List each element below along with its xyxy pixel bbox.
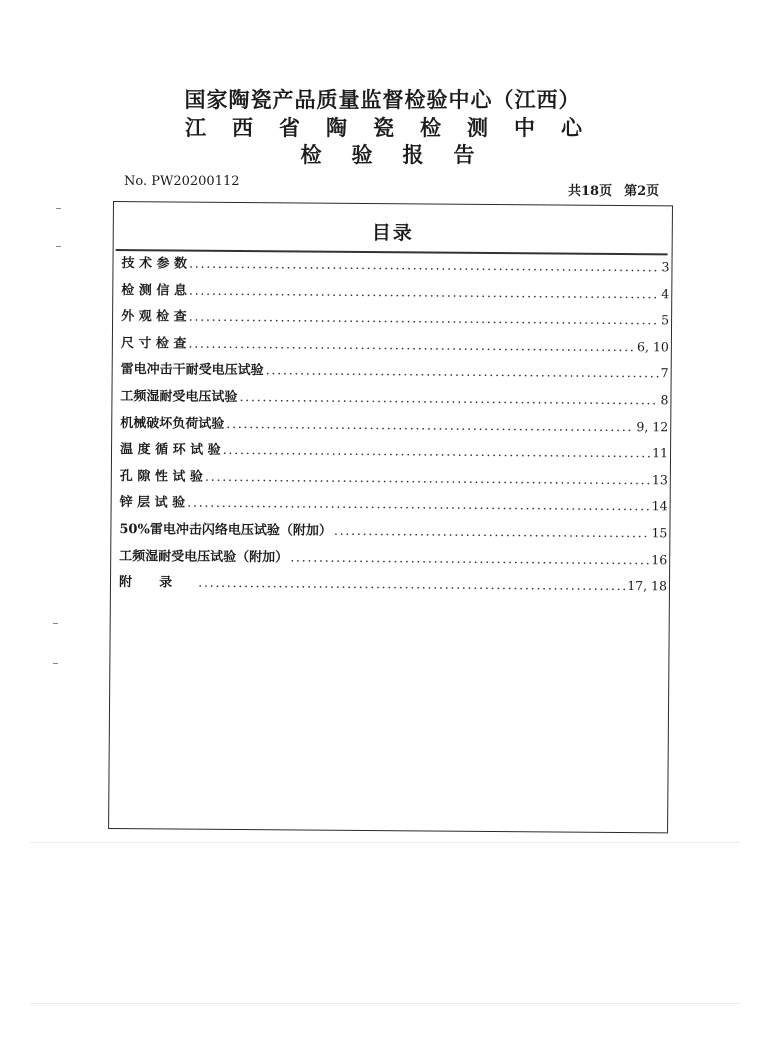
toc-entry-label: 外 观 检 查 [121, 309, 187, 325]
toc-list [119, 252, 670, 602]
leader-dots [266, 364, 659, 382]
toc-entry-label: 锌 层 试 验 [119, 495, 186, 511]
toc-entry-label: 技 术 参 数 [121, 256, 188, 272]
toc-entry-page: 5 [661, 312, 670, 328]
leader-dots [223, 443, 651, 461]
toc-entry-appendix [119, 571, 667, 602]
scan-speck [56, 208, 61, 209]
toc-entry-page: 3 [661, 259, 670, 275]
leader-dots [205, 469, 650, 487]
scan-artifact-line [30, 842, 740, 843]
leader-dots [198, 576, 625, 594]
report-type-title: 检验报告 [300, 142, 505, 167]
toc-entry-page: 14 [651, 498, 668, 514]
toc-entry-page: 13 [651, 471, 668, 488]
total-pages: 共18页 [568, 184, 613, 199]
toc-entry-page: 15 [651, 525, 668, 541]
leader-dots [226, 416, 634, 434]
toc-entry-label: 机械破坏负荷试验 [120, 415, 225, 432]
toc-title: 目录 [371, 222, 414, 245]
toc-entry-page: 7 [660, 365, 669, 381]
scan-speck [53, 623, 58, 624]
toc-entry-page: 11 [652, 445, 669, 461]
scan-speck [56, 246, 61, 247]
toc-entry-page: 9, 12 [636, 418, 669, 434]
center-name-provincial: 江西省陶瓷检测中心 [185, 115, 608, 140]
scan-speck [53, 663, 58, 664]
toc-entry-page: 17, 18 [627, 578, 668, 594]
toc-entry-label: 工频湿耐受电压试验 [120, 389, 238, 405]
toc-entry-label: 工频湿耐受电压试验（附加） [119, 548, 289, 565]
leader-dots [334, 524, 650, 541]
toc-entry-label: 尺 寸 检 查 [120, 335, 187, 352]
page-indicator [568, 180, 671, 199]
leader-dots [189, 283, 660, 302]
report-number: No. PW20200112 [124, 174, 240, 189]
toc-entry-label: 附 录 [118, 575, 173, 591]
leader-dots [188, 336, 635, 355]
leader-dots [290, 550, 649, 568]
toc-entry-label: 检 测 信 息 [121, 282, 187, 299]
toc-entry-page: 8 [660, 392, 669, 408]
leader-dots [189, 257, 660, 276]
scan-artifact-line [30, 1003, 740, 1004]
leader-dots [239, 390, 658, 408]
toc-frame [108, 201, 673, 833]
toc-entry-page: 6, 10 [637, 338, 669, 355]
leader-dots [189, 310, 660, 329]
current-page: 第2页 [624, 184, 660, 199]
toc-entry-label: 温 度 循 环 试 验 [119, 442, 221, 459]
center-name-national: 国家陶瓷产品质量监督检验中心（江西） [184, 87, 581, 112]
leader-dots [187, 496, 650, 515]
toc-entry-page: 4 [661, 285, 670, 301]
toc-entry-label: 50%雷电冲击闪络电压试验（附加） [119, 521, 332, 539]
toc-entry-page: 16 [651, 551, 668, 567]
toc-entry-label: 孔 隙 性 试 验 [119, 468, 204, 485]
toc-entry-label: 雷电冲击干耐受电压试验 [120, 362, 264, 379]
